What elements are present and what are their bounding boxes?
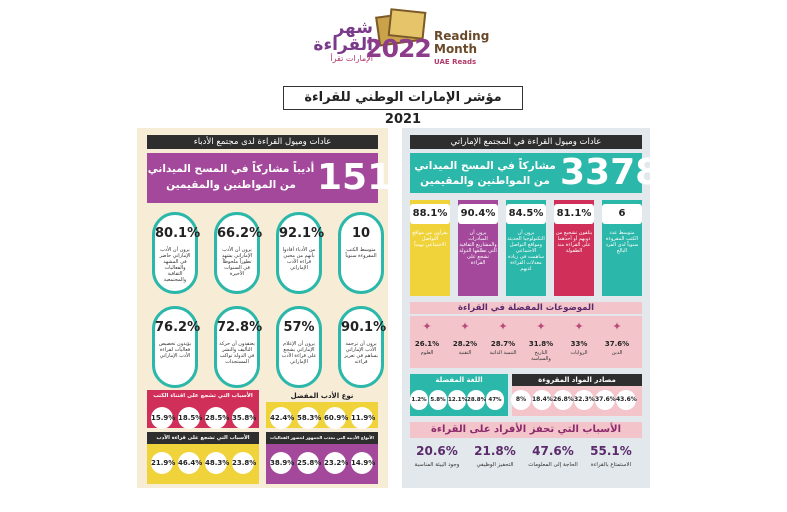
right-big-text-1: مشاركاً في المسح الميداني — [414, 160, 556, 172]
topic-icon: ✦ — [498, 320, 508, 333]
stat-column — [554, 200, 594, 296]
right-big-text-2: من المواطنين والمقيمين — [420, 175, 550, 187]
source-circle: 37.6% — [595, 390, 615, 410]
topic-icon: ✦ — [574, 320, 584, 333]
source-circle: 43.6% — [616, 390, 636, 410]
motivation-label: وجود البيئة المناسبة — [414, 462, 460, 468]
topic-value: 28.7% — [490, 340, 516, 348]
stat-column-value: 90.4% — [458, 204, 498, 224]
stat-pill-text: يعتقدون أن حركة التأليف والنشر في الدولة تواكب المستجدات — [219, 341, 255, 365]
right-panel — [402, 128, 661, 488]
source-circle: 26.8% — [553, 390, 573, 410]
stat-pill-value: 90.1% — [341, 320, 387, 335]
stat-pill-text: يرون أن الأدب الإماراتي حاضر في المشهد والفعاليات الثقافية والمجتمعية — [159, 247, 191, 283]
stat-circle: 48.3% — [205, 452, 227, 474]
stat-pill — [338, 212, 384, 294]
stat-circle: 42.4% — [270, 407, 292, 429]
left-header: عادات وميول القراءة لدى مجتمع الأدباء — [147, 135, 378, 149]
stat-pill-text: يرون أن ترجمة الأدب الإماراتي يساهم في تعزيز قراءته — [344, 341, 378, 365]
topic-value: 37.6% — [604, 340, 630, 348]
lang-circle: 28.8% — [467, 390, 485, 410]
stat-circle: 28.5% — [205, 407, 227, 429]
right-big-band — [410, 152, 661, 193]
motivation-value: 21.8% — [474, 444, 516, 458]
logo-year: 2022 — [365, 34, 431, 63]
topic-value: 28.2% — [452, 340, 478, 348]
right-sources-header: مصادر المواد المقروءة — [512, 374, 642, 386]
topic-label: العلوم — [420, 350, 434, 356]
right-lang-header: اللغة المفضلة — [410, 374, 508, 386]
stat-pill — [338, 306, 387, 388]
right-motiv-header: الأسباب التي تحفز الأفراد على القراءة — [410, 422, 642, 438]
source-circle: 18.4% — [532, 390, 552, 410]
topic-label: التاريخ والسياسة — [531, 350, 551, 362]
left-reasons-header: الأسباب التي تشجع على اقتناء الكتب — [147, 390, 259, 414]
lang-circle: 5.8% — [429, 390, 447, 410]
stat-column-text: يقرأون من مواقع التواصل الاجتماعي يومياً — [412, 230, 448, 248]
stat-pill-text: يرون أن الأدب الإماراتي يشهد تطوراً ملحوظاً في السنوات الأخيرة — [221, 247, 253, 277]
topic-icon: ✦ — [422, 320, 432, 333]
logo-ar-tag: الإمارات تقرأ — [330, 54, 373, 63]
right-topics-header: الموضوعات المفضلة في القراءة — [410, 302, 642, 314]
topic-icon: ✦ — [612, 320, 622, 333]
left-events-header: الأنواع الأدبية التي تجذب الجمهور لحضور الفعاليات — [266, 432, 378, 444]
stat-pill — [152, 306, 201, 388]
topic-icon: ✦ — [536, 320, 546, 333]
stat-circle: 46.4% — [178, 452, 200, 474]
left-panel — [137, 128, 393, 488]
stat-circle: 23.8% — [232, 452, 254, 474]
stat-column — [458, 200, 498, 296]
stat-circle: 35.8% — [232, 407, 254, 429]
stat-column-value: 88.1% — [410, 204, 450, 224]
lang-circle: 1.2% — [410, 390, 428, 410]
stat-circle: 14.9% — [351, 452, 373, 474]
stat-pill — [276, 212, 325, 294]
stat-column-text: متوسط عدد الكتب المقروءة سنوياً لدى الفرد البالغ — [605, 230, 639, 254]
stat-circle: 60.9% — [324, 407, 346, 429]
left-big-band — [147, 153, 393, 203]
motivation-label: الاستمتاع بالقراءة — [590, 462, 632, 468]
topic-label: التقنية — [458, 350, 472, 356]
left-big-text-2: من المواطنين والمقيمين — [166, 179, 296, 191]
topic-label: الدين — [611, 350, 623, 356]
left-big-number: 151 — [317, 157, 393, 198]
right-big-number: 3378 — [560, 152, 661, 193]
left-big-text-1: أديباً مشاركاً في المسح الميداني — [147, 163, 315, 175]
stat-pill-value: 80.1% — [155, 226, 201, 241]
topic-value: 33% — [570, 340, 588, 348]
stat-pill — [152, 212, 201, 294]
stat-circle: 25.8% — [297, 452, 319, 474]
stat-circle: 38.9% — [270, 452, 292, 474]
stat-pill — [214, 212, 263, 294]
stat-pill-value: 66.2% — [217, 226, 263, 241]
topic-label: التنمية الذاتية — [489, 350, 517, 356]
stat-column — [602, 200, 642, 296]
stat-circle: 21.9% — [151, 452, 173, 474]
stat-pill — [276, 306, 322, 388]
stat-column-value: 6 — [602, 204, 642, 224]
stat-column-value: 81.1% — [554, 204, 594, 224]
stat-circle: 23.2% — [324, 452, 346, 474]
stat-circle: 18.5% — [178, 407, 200, 429]
motivation-value: 55.1% — [590, 444, 632, 458]
topic-value: 31.8% — [528, 340, 554, 348]
logo-ar-title: شهر القراءة — [313, 18, 373, 55]
logo-en-tag: UAE Reads — [434, 58, 477, 66]
stat-pill-value: 72.8% — [217, 320, 263, 335]
left-genre-header: نوع الأدب المفضل — [290, 392, 354, 400]
right-header: عادات وميول القراءة في المجتمع الإماراتي — [410, 135, 642, 149]
stat-pill-value: 92.1% — [279, 226, 325, 241]
stat-pill-text: من الأدباء أفادوا بأنهم من محبي قراءة الأدب الإماراتي — [282, 247, 316, 271]
logo-english — [434, 30, 489, 69]
stat-column-value: 84.5% — [506, 204, 546, 224]
logo-en-title-2: Month — [434, 42, 478, 56]
stat-circle: 15.9% — [151, 407, 173, 429]
motivation-label: الحاجة إلى المعلومات — [528, 462, 578, 468]
stat-pill-value: 10 — [351, 226, 371, 241]
page-title: مؤشر الإمارات الوطني للقراءة 2021 — [283, 86, 523, 110]
lang-circle: 12.1% — [448, 390, 466, 410]
motivation-value: 47.6% — [532, 444, 574, 458]
source-circle: 8% — [511, 390, 531, 410]
topic-icon: ✦ — [460, 320, 470, 333]
left-literature-header: الأسباب التي تشجع على قراءة الأدب — [147, 432, 259, 456]
lang-circle: 47% — [486, 390, 504, 410]
stat-circle: 11.9% — [351, 407, 373, 429]
logo-arabic — [303, 20, 373, 64]
stat-pill — [214, 306, 263, 388]
topic-value: 26.1% — [414, 340, 440, 348]
stat-column — [410, 200, 450, 296]
stat-pill-value: 57% — [283, 320, 315, 335]
stat-column-text: يرون أن التكنولوجيا الحديثة ومواقع التواصل الاجتماعي ساهمت في زيادة معدلات القراءة لديهم — [507, 230, 545, 272]
motivation-value: 20.6% — [416, 444, 458, 458]
logo-en-title-1: Reading — [434, 29, 490, 43]
stat-column — [506, 200, 546, 296]
stat-pill-text: متوسط الكتب المقروءة سنوياً — [345, 247, 377, 259]
topic-label: الروايات — [570, 350, 588, 356]
motivation-label: التحفيز الوظيفي — [476, 462, 514, 468]
stat-column-text: يرون أن المبادرات والمشاريع الثقافية التي تطلقها الدولة تشجع على القراءة — [459, 230, 497, 266]
stat-pill-text: يؤيدون تخصيص فعاليات لقراءة الأدب الإماراتي — [158, 341, 192, 359]
source-circle: 32.3% — [574, 390, 594, 410]
stat-circle: 58.3% — [297, 407, 319, 429]
stat-pill-text: يرون أن الإعلام الإماراتي يشجع على قراءة الأدب الإماراتي — [281, 341, 317, 365]
stat-pill-value: 76.2% — [155, 320, 201, 335]
stat-column-text: يتلقون تشجيع من ذويهم أو أحدهما على القراءة منذ الطفولة — [555, 230, 593, 254]
